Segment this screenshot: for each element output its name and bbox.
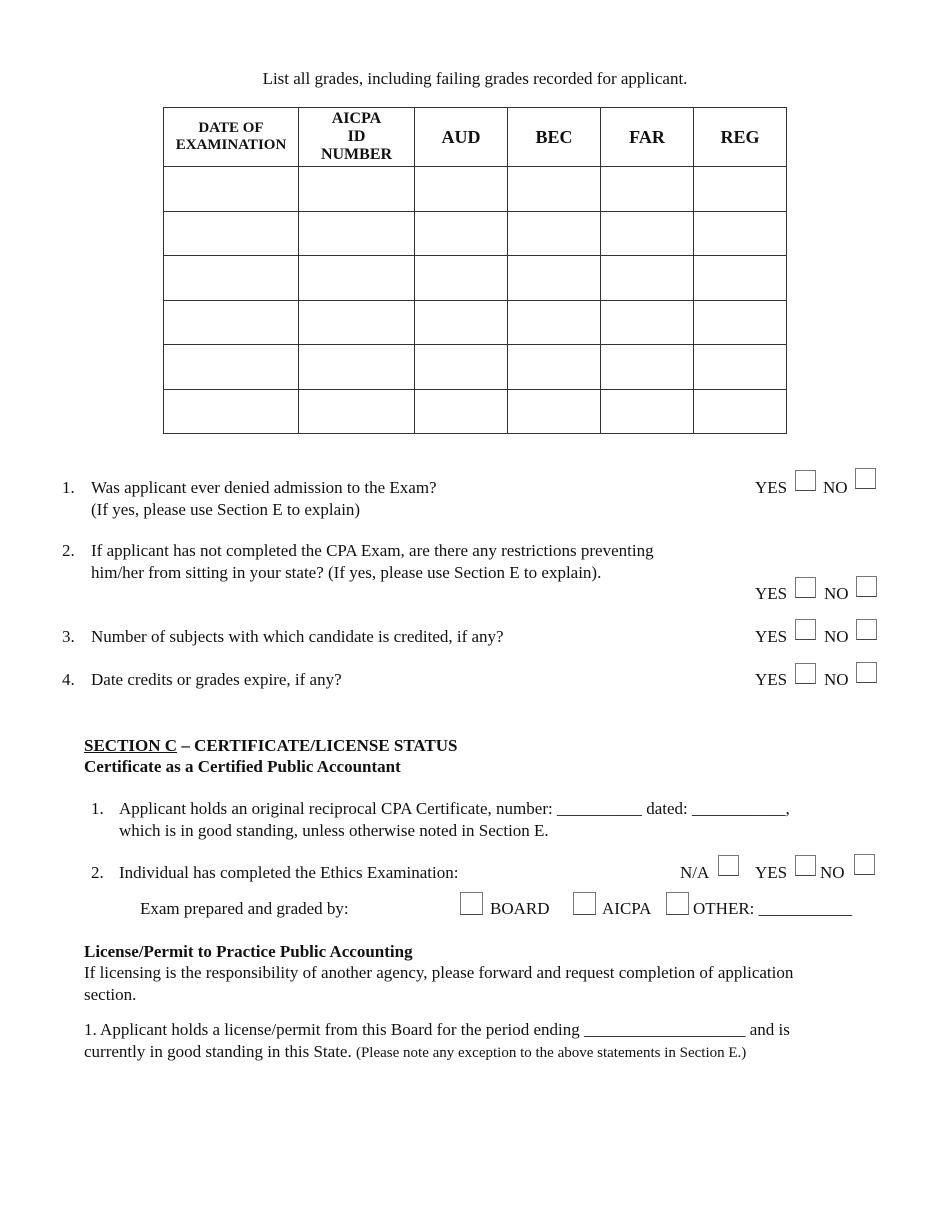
col-header-aud: AUD xyxy=(415,108,508,167)
ethics-na-checkbox[interactable] xyxy=(718,855,739,876)
grade-cell-reg[interactable] xyxy=(694,300,787,345)
col-header-far: FAR xyxy=(601,108,694,167)
ethics-no-label: NO xyxy=(820,863,845,882)
license-exception-note: (Please note any exception to the above statements in Section E.) xyxy=(355,1045,747,1061)
certificate-item-1-number: 1. xyxy=(91,799,104,818)
grades-row xyxy=(164,389,787,434)
grades-table xyxy=(163,107,787,434)
grade-cell-bec[interactable] xyxy=(508,389,601,434)
grade-cell-aud[interactable] xyxy=(415,256,508,301)
grades-row xyxy=(164,211,787,256)
grades-row xyxy=(164,300,787,345)
grade-cell-aicpa-id[interactable] xyxy=(299,345,415,390)
q4-no-label: NO xyxy=(824,670,849,689)
grade-cell-reg[interactable] xyxy=(694,211,787,256)
grades-header-row xyxy=(164,108,787,167)
exam-aicpa-checkbox[interactable] xyxy=(573,892,596,915)
col-header-date: DATE OF EXAMINATION xyxy=(164,108,299,167)
exam-board-label: BOARD xyxy=(490,899,550,918)
q3-no-checkbox[interactable] xyxy=(856,619,877,640)
grade-cell-aud[interactable] xyxy=(415,345,508,390)
grade-cell-bec[interactable] xyxy=(508,167,601,212)
q1-yes-label: YES xyxy=(755,478,788,497)
grade-cell-far[interactable] xyxy=(601,300,694,345)
exam-aicpa-label: AICPA xyxy=(602,899,652,918)
q2-yes-label: YES xyxy=(755,584,788,603)
grade-cell-far[interactable] xyxy=(601,345,694,390)
grade-cell-reg[interactable] xyxy=(694,345,787,390)
q2-yes-checkbox[interactable] xyxy=(795,577,816,598)
grade-cell-bec[interactable] xyxy=(508,345,601,390)
grade-cell-date[interactable] xyxy=(164,256,299,301)
grade-cell-aicpa-id[interactable] xyxy=(299,256,415,301)
grades-row xyxy=(164,167,787,212)
license-description-line-2: section. xyxy=(84,985,137,1004)
q4-yes-label: YES xyxy=(755,670,788,689)
q3-no-label: NO xyxy=(824,627,849,646)
grade-cell-date[interactable] xyxy=(164,167,299,212)
ethics-no-checkbox[interactable] xyxy=(854,854,875,875)
exam-other-label: OTHER: ___________ xyxy=(693,899,853,918)
section-c-heading: SECTION C – CERTIFICATE/LICENSE STATUS xyxy=(84,736,458,755)
col-header-bec: BEC xyxy=(508,108,601,167)
q4-no-checkbox[interactable] xyxy=(856,662,877,683)
grade-cell-aud[interactable] xyxy=(415,211,508,256)
license-description-line-1: If licensing is the responsibility of another agency, please forward and request completion of application xyxy=(84,963,794,982)
grade-cell-aicpa-id[interactable] xyxy=(299,389,415,434)
q1-no-checkbox[interactable] xyxy=(855,468,876,489)
exam-other-checkbox[interactable] xyxy=(666,892,689,915)
grades-row xyxy=(164,256,787,301)
grade-cell-date[interactable] xyxy=(164,211,299,256)
grade-cell-aud[interactable] xyxy=(415,300,508,345)
exam-prepared-label: Exam prepared and graded by: xyxy=(140,899,349,918)
col-header-aicpa-id: AICPA ID NUMBER xyxy=(299,108,415,167)
grade-cell-aud[interactable] xyxy=(415,167,508,212)
license-item-1-line-1: 1. Applicant holds a license/permit from this Board for the period ending ___________________ and is xyxy=(84,1020,790,1039)
ethics-item-number: 2. xyxy=(91,863,104,882)
grade-cell-date[interactable] xyxy=(164,389,299,434)
q4-yes-checkbox[interactable] xyxy=(795,663,816,684)
grades-row xyxy=(164,345,787,390)
ethics-yes-label: YES xyxy=(755,863,788,882)
ethics-na-label: N/A xyxy=(680,863,710,882)
q3-yes-checkbox[interactable] xyxy=(795,619,816,640)
q1-yes-checkbox[interactable] xyxy=(795,470,816,491)
grade-cell-aicpa-id[interactable] xyxy=(299,300,415,345)
license-item-1-line-2: currently in good standing in this State. (Please note any exception to the above statements in Section E.) xyxy=(84,1042,747,1061)
ethics-yes-checkbox[interactable] xyxy=(795,855,816,876)
grade-cell-aicpa-id[interactable] xyxy=(299,211,415,256)
grade-cell-bec[interactable] xyxy=(508,256,601,301)
grade-cell-aicpa-id[interactable] xyxy=(299,167,415,212)
ethics-item-text: Individual has completed the Ethics Examination: xyxy=(119,863,459,882)
grade-cell-far[interactable] xyxy=(601,211,694,256)
q2-no-label: NO xyxy=(824,584,849,603)
grade-cell-reg[interactable] xyxy=(694,256,787,301)
grades-instruction: List all grades, including failing grades recorded for applicant. xyxy=(262,69,688,88)
grade-cell-reg[interactable] xyxy=(694,389,787,434)
col-header-reg: REG xyxy=(694,108,787,167)
grade-cell-reg[interactable] xyxy=(694,167,787,212)
certificate-item-1-line-2: which is in good standing, unless otherwise noted in Section E. xyxy=(119,821,549,840)
license-heading: License/Permit to Practice Public Accounting xyxy=(84,942,413,961)
q1-no-label: NO xyxy=(823,478,848,497)
grade-cell-far[interactable] xyxy=(601,389,694,434)
grade-cell-bec[interactable] xyxy=(508,300,601,345)
certificate-item-1-line-1: Applicant holds an original reciprocal CPA Certificate, number: __________ dated: ___________, xyxy=(119,799,790,818)
grade-cell-bec[interactable] xyxy=(508,211,601,256)
grade-cell-far[interactable] xyxy=(601,167,694,212)
grade-cell-date[interactable] xyxy=(164,345,299,390)
q2-no-checkbox[interactable] xyxy=(856,576,877,597)
exam-board-checkbox[interactable] xyxy=(460,892,483,915)
section-c-subtitle: Certificate as a Certified Public Accountant xyxy=(84,757,401,776)
q3-yes-label: YES xyxy=(755,627,788,646)
grade-cell-date[interactable] xyxy=(164,300,299,345)
grade-cell-far[interactable] xyxy=(601,256,694,301)
grade-cell-aud[interactable] xyxy=(415,389,508,434)
